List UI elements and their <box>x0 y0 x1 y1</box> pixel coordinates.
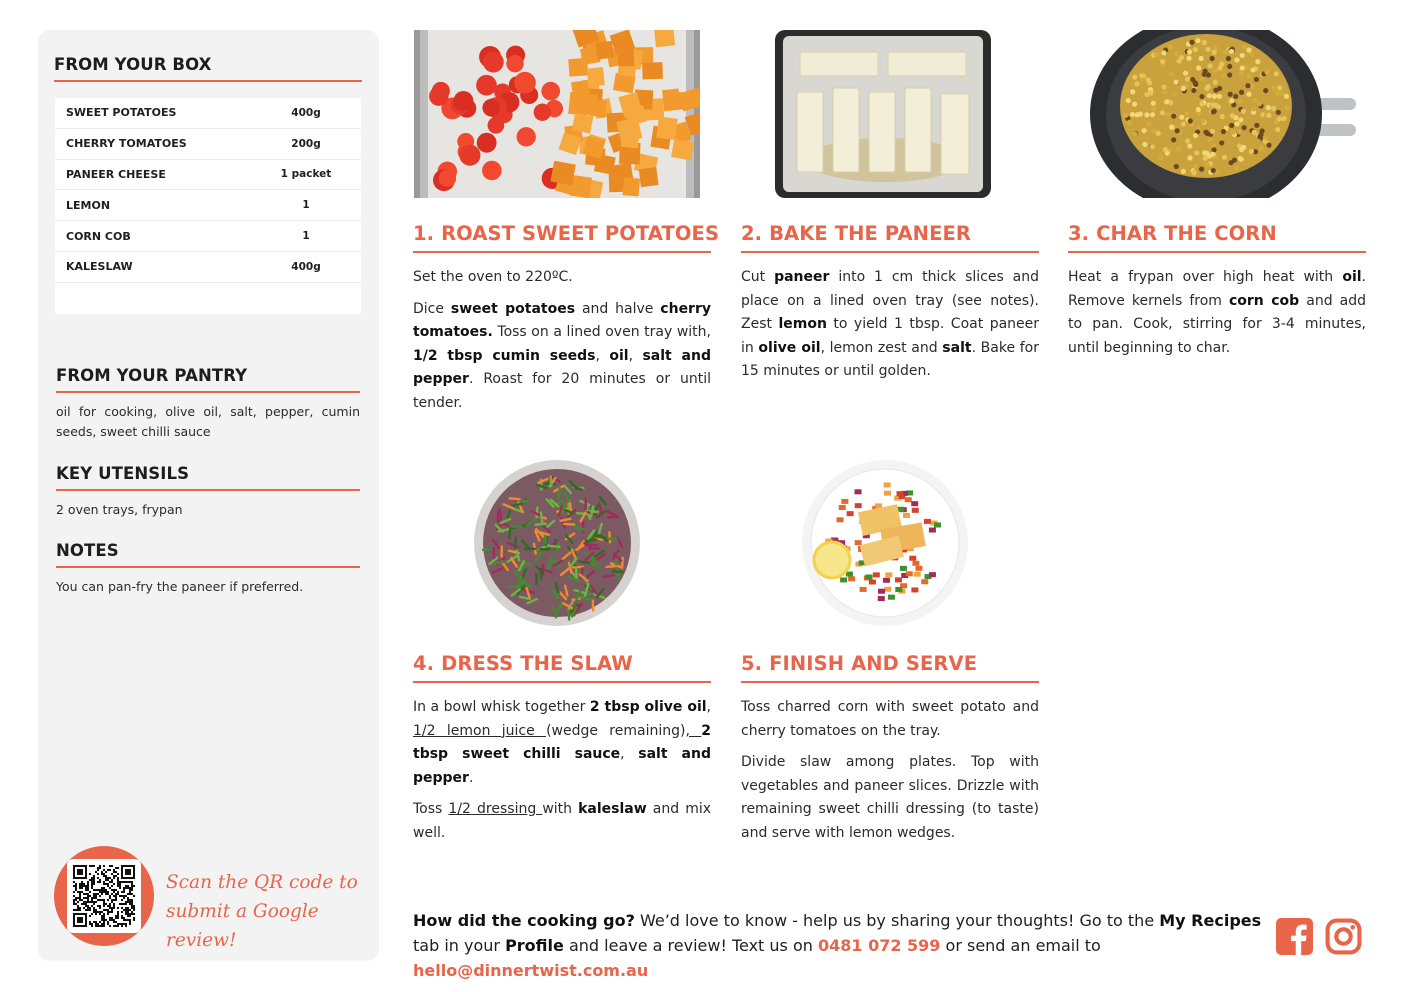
qr-caption-line-1: Scan the QR code to <box>166 872 358 893</box>
text-run: with <box>542 801 579 817</box>
title-divider <box>56 391 360 393</box>
step-instructions <box>741 266 1039 384</box>
qr-code-icon[interactable] <box>67 859 141 933</box>
text-run: to yield 1 tbsp. Coat paneer in <box>741 316 1040 356</box>
text-run: oil <box>609 347 629 364</box>
text-run: sweet potatoes <box>450 300 576 317</box>
instruction-paragraph <box>1068 266 1366 360</box>
title-divider <box>741 681 1039 683</box>
text-run: How did the cooking go? <box>413 911 635 930</box>
text-run: Toss <box>413 801 449 817</box>
text-run: and leave a review! Text us on <box>563 936 818 955</box>
text-run: , <box>628 347 643 364</box>
facebook-icon[interactable] <box>1276 918 1313 955</box>
step-instructions <box>413 696 711 845</box>
pantry-text: oil for cooking, olive oil, salt, pepper, cumin seeds, sweet chilli sauce <box>56 404 360 439</box>
ingredient-quantity: 1 <box>302 199 310 212</box>
recipe-step-4 <box>413 652 711 853</box>
ingredient-name: KALESLAW <box>66 260 133 274</box>
text-run: 1/2 tbsp cumin seeds <box>413 347 596 364</box>
roasting-tray-image <box>414 30 700 198</box>
box-title: FROM YOUR BOX <box>54 55 212 74</box>
paneer-tray-image <box>775 30 991 198</box>
text-run: salt and pepper <box>413 746 711 786</box>
ingredient-quantity: 400g <box>291 260 321 273</box>
text-run: (wedge remaining) <box>546 722 686 739</box>
instruction-paragraph <box>413 266 711 290</box>
notes-section <box>56 541 360 597</box>
title-divider <box>56 489 360 491</box>
notes-title: NOTES <box>56 541 119 560</box>
ingredient-row <box>55 190 361 221</box>
text-run: 1/2 dressing <box>448 801 543 817</box>
text-run: tab in your <box>413 936 506 955</box>
pantry-title: FROM YOUR PANTRY <box>56 366 248 385</box>
text-run: Heat a frypan over high heat with <box>1068 269 1343 285</box>
utensils-section <box>56 464 360 520</box>
ingredient-row <box>55 221 361 252</box>
recipe-step-2 <box>741 222 1039 392</box>
text-run: or send an email to <box>940 936 1101 955</box>
notes-text: You can pan-fry the paneer if preferred. <box>56 579 304 594</box>
contact-link[interactable]: 0481 072 599 <box>817 936 941 955</box>
ingredient-name: SWEET POTATOES <box>66 106 177 120</box>
text-run: and mix well. <box>413 801 712 841</box>
kaleslaw-bowl-image <box>474 460 640 626</box>
qr-code-badge[interactable] <box>54 846 154 946</box>
instruction-paragraph <box>741 696 1039 743</box>
review-footer <box>413 908 1263 983</box>
instagram-icon[interactable] <box>1325 918 1362 955</box>
text-run: 1/2 lemon juice <box>413 722 547 739</box>
text-run: cherry tomatoes. <box>413 300 711 340</box>
title-divider <box>413 681 711 683</box>
qr-caption <box>166 868 366 955</box>
ingredient-quantity: 400g <box>291 106 321 119</box>
instruction-paragraph <box>413 298 711 416</box>
text-run: 2 tbsp sweet chilli sauce <box>413 722 711 762</box>
text-run: We’d love to know - help us by sharing your thoughts! Go to the <box>634 911 1160 930</box>
text-run: My Recipes <box>1159 911 1262 930</box>
ingredient-name: PANEER CHEESE <box>66 167 166 181</box>
qr-caption-line-2: submit a Google review! <box>166 901 319 951</box>
text-run: In a bowl whisk together <box>413 699 590 715</box>
text-run: olive oil <box>758 339 821 356</box>
text-run: Toss on a lined oven tray with, <box>492 324 711 340</box>
text-run: and halve <box>575 300 661 317</box>
recipe-step-1 <box>413 222 720 423</box>
title-divider <box>413 251 711 253</box>
text-run: , <box>685 722 702 739</box>
ingredient-name: LEMON <box>66 198 111 212</box>
ingredient-row <box>55 129 361 160</box>
text-run: salt <box>942 339 972 356</box>
text-run: . <box>468 769 474 786</box>
ingredient-row <box>55 160 361 191</box>
text-run: into 1 cm thick slices and place on a lined oven tray (see notes). Zest <box>741 269 1039 332</box>
recipe-step-3 <box>1068 222 1366 368</box>
text-run: oil <box>1342 269 1362 285</box>
ingredients-table <box>55 98 361 314</box>
text-run: Cut <box>741 269 775 285</box>
ingredient-row <box>55 252 361 283</box>
instruction-paragraph <box>741 751 1039 845</box>
step-title: 2. BAKE THE PANEER <box>741 222 972 245</box>
from-your-box-section <box>54 55 362 82</box>
title-divider <box>1068 251 1366 253</box>
ingredient-name: CHERRY TOMATOES <box>66 137 187 151</box>
text-run: . Roast for 20 minutes or until tender. <box>413 371 711 411</box>
title-divider <box>54 80 362 82</box>
pantry-section <box>56 366 360 442</box>
instruction-paragraph <box>741 266 1039 384</box>
text-run: Dice <box>413 300 451 317</box>
text-run: Set the oven to 220ºC. <box>413 269 573 285</box>
corn-frypan-image <box>1090 30 1358 198</box>
instruction-paragraph <box>413 696 711 790</box>
text-run: and add to pan. Cook, stirring for 3-4 minutes, until beginning to char. <box>1068 292 1366 356</box>
text-run: lemon <box>778 316 827 332</box>
plated-dish-image <box>802 460 968 626</box>
text-run: , <box>620 746 639 762</box>
step-instructions <box>1068 266 1366 360</box>
instruction-paragraph <box>413 798 711 845</box>
text-run: salt and pepper <box>413 347 711 387</box>
utensils-text: 2 oven trays, frypan <box>56 502 183 517</box>
title-divider <box>741 251 1039 253</box>
ingredient-row <box>55 98 361 129</box>
step-instructions <box>413 266 711 415</box>
text-run: . Remove kernels from <box>1068 269 1366 309</box>
text-run: corn cob <box>1228 292 1300 309</box>
text-run: , <box>706 699 711 715</box>
step-instructions <box>741 696 1039 845</box>
ingredient-quantity: 1 packet <box>280 168 332 181</box>
ingredient-quantity: 200g <box>291 137 321 150</box>
utensils-title: KEY UTENSILS <box>56 464 190 483</box>
text-run: 2 tbsp olive oil <box>589 699 707 715</box>
title-divider <box>56 566 360 568</box>
contact-link[interactable]: hello@dinnertwist.com.au <box>413 961 649 980</box>
text-run: Divide slaw among plates. Top with vegetables and paneer slices. Drizzle with remaining sweet chilli dressing (to taste) and serve with lemon wedges. <box>741 754 1039 841</box>
text-run: kaleslaw <box>578 801 647 817</box>
ingredient-quantity: 1 <box>302 230 310 243</box>
step-title: 3. CHAR THE CORN <box>1068 222 1277 245</box>
text-run: . Bake for 15 minutes or until golden. <box>741 339 1039 379</box>
text-run: Toss charred corn with sweet potato and cherry tomatoes on the tray. <box>741 699 1039 739</box>
text-run: , lemon zest and <box>820 339 943 356</box>
text-run: paneer <box>774 269 830 285</box>
text-run: Profile <box>505 936 564 955</box>
step-title: 5. FINISH AND SERVE <box>741 652 978 675</box>
step-title: 1. ROAST SWEET POTATOES <box>413 222 720 245</box>
ingredients-sidebar <box>38 30 379 961</box>
text-run: , <box>595 347 610 364</box>
step-title: 4. DRESS THE SLAW <box>413 652 633 675</box>
recipe-step-5 <box>741 652 1039 853</box>
ingredient-name: CORN COB <box>66 229 131 243</box>
